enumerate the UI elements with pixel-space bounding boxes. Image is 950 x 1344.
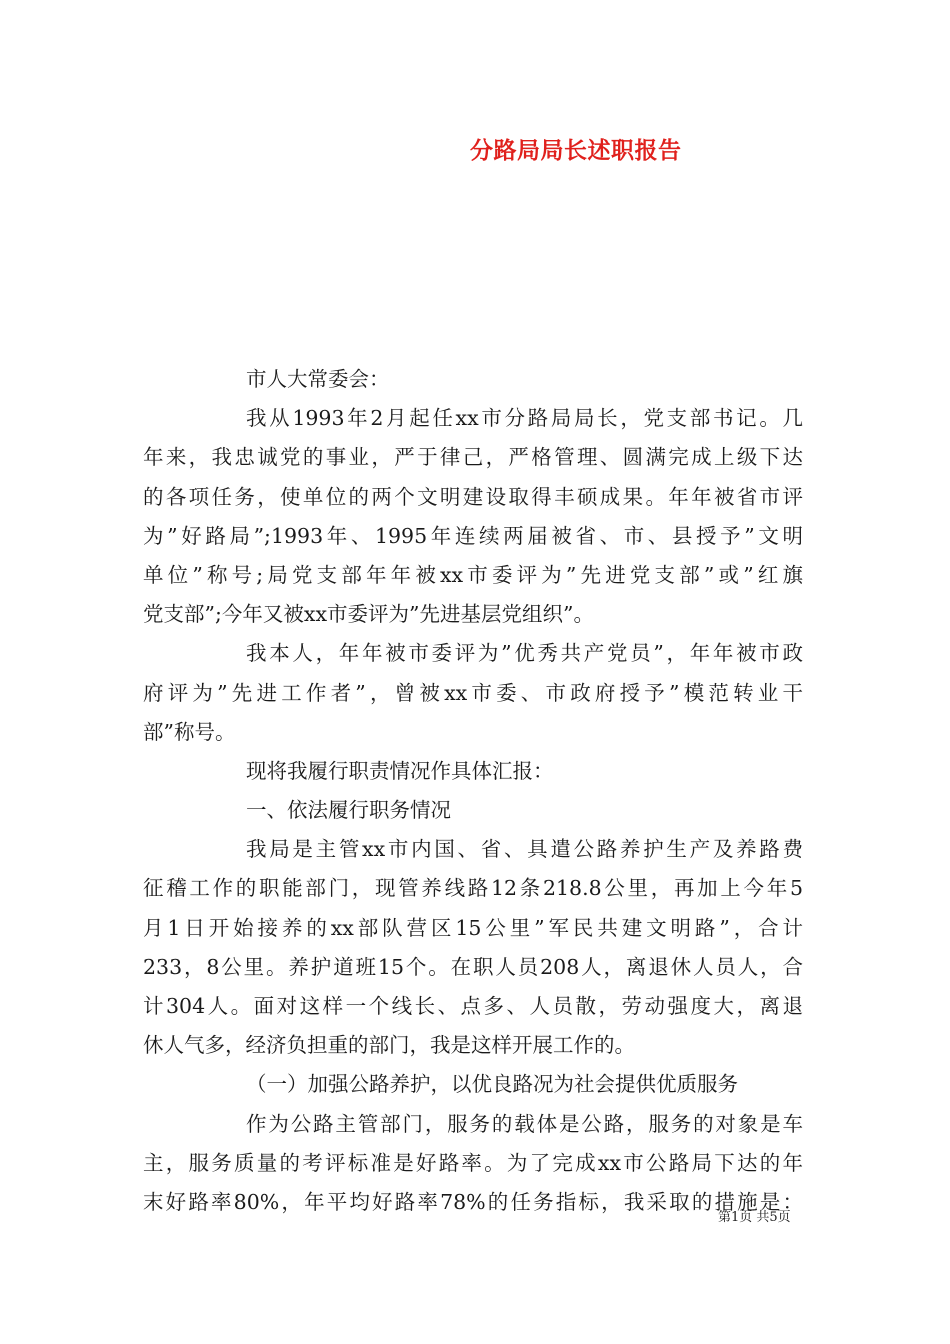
paragraph-line: 作为公路主管部门，服务的载体是公路，服务的对象是车 [246, 1111, 803, 1136]
paragraph-line: 主，服务质量的考评标准是好路率。为了完成xx市公路局下达的年 [143, 1150, 803, 1175]
paragraph-line: 单位”称号;局党支部年年被xx市委评为”先进党支部”或”红旗 [143, 562, 803, 587]
subsection-heading: （一）加强公路养护，以优良路况为社会提供优质服务 [246, 1072, 738, 1097]
paragraph-line: 为”好路局”;1993年、1995年连续两届被省、市、县授予”文明 [143, 523, 803, 548]
paragraph-line: 我本人，年年被市委评为”优秀共产党员”，年年被市政 [246, 641, 803, 666]
paragraph-line: 计304人。面对这样一个线长、点多、人员散，劳动强度大，离退 [143, 994, 803, 1018]
paragraph-line: 我局是主管xx市内国、省、具遣公路养护生产及养路费 [246, 837, 803, 862]
document-body [143, 360, 803, 1222]
section-heading: 一、依法履行职务情况 [246, 798, 451, 823]
paragraph-line: 休人气多，经济负担重的部门，我是这样开展工作的。 [143, 1033, 635, 1058]
paragraph-line: 年来，我忠诚党的事业，严于律己，严格管理、圆满完成上级下达 [143, 445, 803, 470]
salutation-line: 市人大常委会： [246, 367, 390, 391]
paragraph-line: 末好路率80%，年平均好路率78%的任务指标，我采取的措施是： [143, 1189, 803, 1214]
paragraph-line: 部”称号。 [143, 719, 236, 744]
paragraph-line: 党支部”;今年又被xx市委评为”先进基层党组织”。 [143, 602, 594, 627]
paragraph-line: 月1日开始接养的xx部队营区15公里”军民共建文明路”，合计 [143, 915, 803, 940]
paragraph-line: 府评为”先进工作者”，曾被xx市委、市政府授予”模范转业干 [143, 680, 803, 705]
paragraph-line: 的各项任务，使单位的两个文明建设取得丰硕成果。年年被省市评 [143, 484, 803, 509]
paragraph-line: 233，8公里。养护道班15个。在职人员208人，离退休人员人，合 [143, 954, 803, 979]
page-number: 第1页 共5页 [718, 1210, 791, 1225]
paragraph-line: 征稽工作的职能部门，现管养线路12条218.8公里，再加上今年5 [143, 876, 803, 901]
paragraph-line: 现将我履行职责情况作具体汇报： [246, 758, 554, 783]
document-title: 分路局局长述职报告 [470, 137, 682, 164]
paragraph-line: 我从1993年2月起任xx市分路局局长，党支部书记。几 [246, 406, 803, 431]
